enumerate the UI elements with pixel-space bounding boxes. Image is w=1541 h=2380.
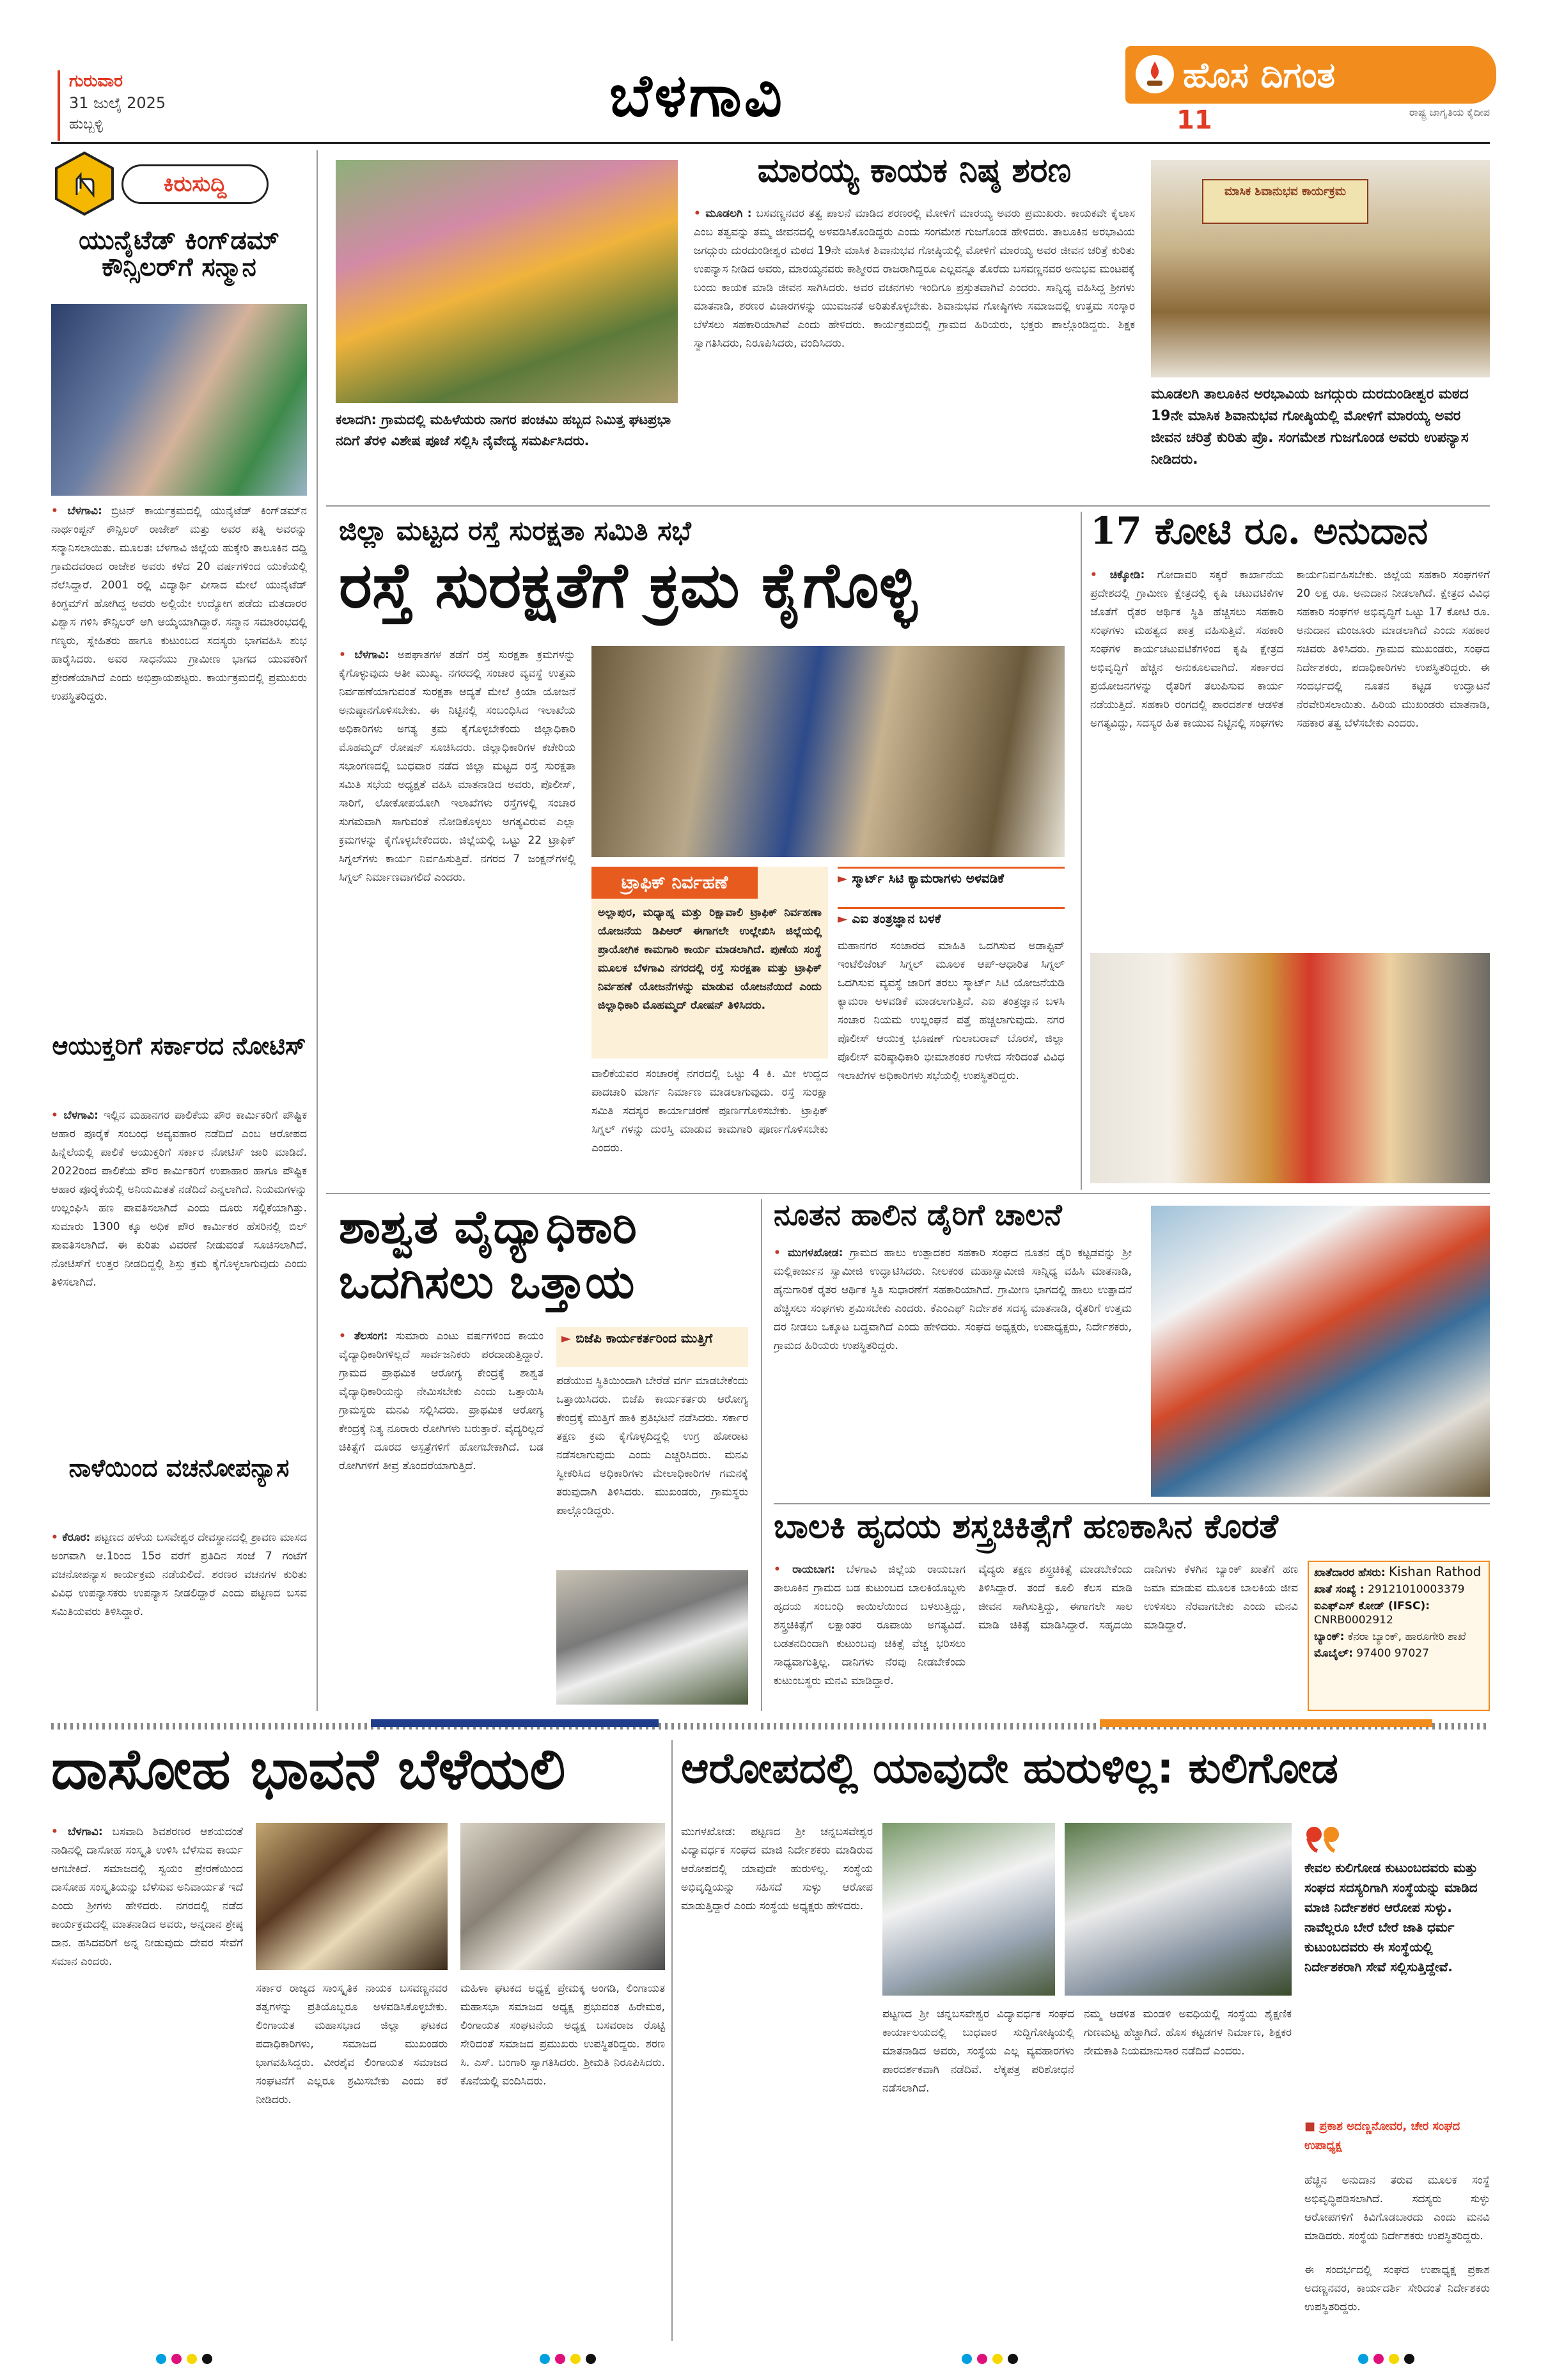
reg-dots-left [153,2354,230,2367]
kiru-story2-body: • ಬೆಳಗಾವಿ: ಇಲ್ಲಿನ ಮಹಾನಗರ ಪಾಲಿಕೆಯ ಪೌರ ಕಾರ್ಮಿಕರಿಗೆ ಪೌಷ್ಟಿಕ ಆಹಾರ ಪೂರೈಕೆ ಸಂಬಂಧ ಅವ್ಯವಹಾರ ನಡೆದಿದೆ ಎಂಬ ಆರೋಪದ ಹಿನ್ನೆಲೆಯಲ್ಲಿ ಪಾಲಿಕೆ ಆಯುಕ್ತರಿಗೆ ಸರ್ಕಾರ ನೋಟಿಸ್ ಜಾರಿ ಮಾಡಿದೆ. 2022ರಿಂದ ಪಾಲಿಕೆಯ ಪೌರ ಕಾರ್ಮಿಕರಿಗೆ ಉಪಾಹಾರ ಹಾಗೂ ಪೌಷ್ಟಿಕ ಆಹಾರ ಪೂರೈಕೆಯಲ್ಲಿ ಅನಿಯಮಿತತೆ ನಡೆದಿದೆ ಎನ್ನಲಾಗಿದೆ. ನಿಯಮಗಳನ್ನು ಉಲ್ಲಂಘಿಸಿ ಹಣ ಪಾವತಿಸಲಾಗಿದೆ ಎಂದು ದೂರು ಸಲ್ಲಿಕೆಯಾಗಿತ್ತು. ಸುಮಾರು 1300 ಕ್ಕೂ ಅಧಿಕ ಪೌರ ಕಾರ್ಮಿಕರ ಹೆಸರಿನಲ್ಲಿ ಬಿಲ್ ಪಾವತಿಸಲಾಗಿದೆ. ಈ ಕುರಿತು ವಿವರಣೆ ನೀಡುವಂತೆ ಸೂಚಿಸಲಾಗಿದೆ. ನೋಟಿಸ್‌ಗೆ ಉತ್ತರ ನೀಡದಿದ್ದಲ್ಲಿ ಶಿಸ್ತು ಕ್ರಮ ಕೈಗೊಳ್ಳಲಾಗುವುದು ಎಂದು ತಿಳಿಸಲಾಗಿದೆ. [51,1109,307,1289]
heart-story [774,1509,1490,1711]
doctor-col2: ಪಡೆಯುವ ಸ್ಥಿತಿಯಿಂದಾಗಿ ಬೇರೆಡೆ ವರ್ಗ ಮಾಡಬೇಕೆಂದು ಒತ್ತಾಯಿಸಿದರು. ಬಿಜೆಪಿ ಕಾರ್ಯಕರ್ತರು ಆರೋಗ್ಯ ಕೇಂದ್ರಕ್ಕೆ ಮುತ್ತಿಗೆ ಹಾಕಿ ಪ್ರತಿಭಟನೆ ನಡೆಸಿದರು. ಸರ್ಕಾರ ತಕ್ಷಣ ಕ್ರಮ ಕೈಗೊಳ್ಳದಿದ್ದಲ್ಲಿ ಉಗ್ರ ಹೋರಾಟ ನಡೆಸಲಾಗುವುದು ಎಂದು ಎಚ್ಚರಿಸಿದರು. ಮನವಿ ಸ್ವೀಕರಿಸಿದ ಅಧಿಕಾರಿಗಳು ಮೇಲಾಧಿಕಾರಿಗಳ ಗಮನಕ್ಕೆ ತರುವುದಾಗಿ ತಿಳಿಸಿದರು. ಮುಖಂಡರು, ಗ್ರಾಮಸ್ಥರು ಪಾಲ್ಗೊಂಡಿದ್ದರು. [556,1375,748,1517]
maarayya-story [694,150,1135,499]
kuligod-col1: ಮುಗಳಖೋಡ: ಪಟ್ಟಣದ ಶ್ರೀ ಚನ್ನಬಸವೇಶ್ವರ ವಿದ್ಯಾವರ್ಧಕ ಸಂಘದ ಮಾಜಿ ನಿರ್ದೇಶಕರು ಮಾಡಿರುವ ಆರೋಪದಲ್ಲಿ ಯಾವುದೇ ಹುರುಳಿಲ್ಲ. ಸಂಸ್ಥೆಯ ಅಭಿವೃದ್ಧಿಯನ್ನು ಸಹಿಸದೆ ಸುಳ್ಳು ಆರೋಪ ಮಾಡುತ್ತಿದ್ದಾರೆ ಎಂದು ಸಂಸ್ಥೆಯ ಅಧ್ಯಕ್ಷರು ಹೇಳಿದರು. [681,1825,873,1912]
dasoha-dateline: ಬೆಳಗಾವಿ: [68,1825,103,1838]
dairy-body: • ಮುಗಳಖೋಡ: ಗ್ರಾಮದ ಹಾಲು ಉತ್ಪಾದಕರ ಸಹಕಾರಿ ಸಂಘದ ನೂತನ ಡೈರಿ ಕಟ್ಟಡವನ್ನು ಶ್ರೀ ಮಲ್ಲಿಕಾರ್ಜುನ ಸ್ವಾಮೀಜಿ ಉದ್ಘಾಟಿಸಿದರು. ನೀಲಕಂಠ ಮಹಾಸ್ವಾಮೀಜಿ ಸಾನ್ನಿಧ್ಯ ವಹಿಸಿ ಮಾತನಾಡಿ, ಹೈನುಗಾರಿಕೆ ರೈತರ ಆರ್ಥಿಕ ಸ್ಥಿತಿ ಸುಧಾರಣೆಗೆ ಸಹಕಾರಿಯಾಗಿದೆ. ಗ್ರಾಮೀಣ ಭಾಗದಲ್ಲಿ ಹಾಲು ಉತ್ಪಾದನೆ ಹೆಚ್ಚಿಸಲು ಸಂಘಗಳು ಶ್ರಮಿಸಬೇಕು ಎಂದರು. ಕೆಎಂಎಫ್ ನಿರ್ದೇಶಕ ಸದಸ್ಯ ಮಾತನಾಡಿ, ರೈತರಿಗೆ ಉತ್ತಮ ದರ ನೀಡಲು ಒಕ್ಕೂಟ ಬದ್ಧವಾಗಿದೆ ಎಂದು ಹೇಳಿದರು. ಸಂಘದ ಅಧ್ಯಕ್ಷರು, ಉಪಾಧ್ಯಕ್ಷರು, ನಿರ್ದೇಶಕರು, ಗ್ರಾಮದ ಹಿರಿಯರು ಉಪಸ್ಥಿತರಿದ್ದರು. [774,1247,1132,1352]
kiru-story3-dateline: ಕೆರೂರ: [62,1531,91,1544]
grant-text: ಗೋದಾವರಿ ಸಕ್ಕರೆ ಕಾರ್ಖಾನೆಯ ಪ್ರದೇಶದಲ್ಲಿ ಗ್ರಾಮೀಣ ಕ್ಷೇತ್ರದಲ್ಲಿ ಕೃಷಿ ಚಟುವಟಿಕೆಗಳ ಜೊತೆಗೆ ರೈತರ ಆರ್ಥಿಕ ಸ್ಥಿತಿ ಹೆಚ್ಚಿಸಲು ಸಹಕಾರಿ ಸಂಘಗಳು ಮಹತ್ವದ ಪಾತ್ರ ವಹಿಸುತ್ತಿವೆ. ಸಹಕಾರಿ ಸಂಘಗಳ ಕಾರ್ಯಚಟುವಟಿಕೆಗಳಿಂದ ಕೃಷಿ ಕ್ಷೇತ್ರದ ಅಭಿವೃದ್ಧಿಗೆ ಹೆಚ್ಚಿನ ಅನುಕೂಲವಾಗಿದೆ. ಸರ್ಕಾರದ ಪ್ರಯೋಜನಗಳನ್ನು ರೈತರಿಗೆ ತಲುಪಿಸುವ ಕಾರ್ಯ ನಡೆಯುತ್ತಿದೆ. ಸಹಕಾರಿ ರಂಗದಲ್ಲಿ ಪಾರದರ್ಶಕ ಆಡಳಿತ ಅಗತ್ಯವಿದ್ದು, ಸದಸ್ಯರ ಹಿತ ಕಾಯುವ ನಿಟ್ಟಿನಲ್ಲಿ ಸಂಘಗಳು ಕಾರ್ಯನಿರ್ವಹಿಸಬೇಕು. ಜಿಲ್ಲೆಯ ಸಹಕಾರಿ ಸಂಘಗಳಿಗೆ 20 ಲಕ್ಷ ರೂ. ಅನುದಾನ ನೀಡಲಾಗಿದೆ. ಕ್ಷೇತ್ರದ ವಿವಿಧ ಸಹಕಾರಿ ಸಂಘಗಳ ಅಭಿವೃದ್ಧಿಗೆ ಒಟ್ಟು 17 ಕೋಟಿ ರೂ. ಅನುದಾನ ಮಂಜೂರು ಮಾಡಲಾಗಿದೆ ಎಂದು ಸಹಕಾರ ಸಚಿವರು ತಿಳಿಸಿದರು. ಗ್ರಾಮದ ಮುಖಂಡರು, ಸಂಘದ ನಿರ್ದೇಶಕರು, ಪದಾಧಿಕಾರಿಗಳು ಉಪಸ್ಥಿತರಿದ್ದರು. ಈ ಸಂದರ್ಭದಲ್ಲಿ ನೂತನ ಕಟ್ಟಡ ಉದ್ಘಾಟನೆ ನೆರವೇರಿಸಲಾಯಿತು. ಹಿರಿಯ ಮುಖಂಡರು ಮಾತನಾಡಿ, ಸಹಕಾರ ತತ್ವ ಬೆಳೆಸಬೇಕು ಎಂದರು. [1090,569,1490,730]
kuligod-quote-attr: ■ ಪ್ರಕಾಶ ಅದಣ್ಣನೋವರ, ಚೇರ ಸಂಘದ ಉಪಾಧ್ಯಕ್ಷ [1304,2120,1460,2152]
kiru-story2-dateline: ಬೆಳಗಾವಿ: [63,1109,98,1122]
doctor-dateline: ತೆಲಸಂಗ: [354,1330,388,1343]
doctor-col1: • ತೆಲಸಂಗ: ಸುಮಾರು ಎಂಟು ವರ್ಷಗಳಿಂದ ಕಾಯಂ ವೈದ್ಯಾಧಿಕಾರಿಗಳಿಲ್ಲದೆ ಸಾರ್ವಜನಿಕರು ಪರದಾಡುತ್ತಿದ್ದಾರೆ. ಗ್ರಾಮದ ಪ್ರಾಥಮಿಕ ಆರೋಗ್ಯ ಕೇಂದ್ರಕ್ಕೆ ಶಾಶ್ವತ ವೈದ್ಯಾಧಿಕಾರಿಯನ್ನು ನೇಮಿಸಬೇಕು ಎಂದು ಒತ್ತಾಯಿಸಿ ಗ್ರಾಮಸ್ಥರು ಮನವಿ ಸಲ್ಲಿಸಿದರು. ಪ್ರಾಥಮಿಕ ಆರೋಗ್ಯ ಕೇಂದ್ರಕ್ಕೆ ನಿತ್ಯ ನೂರಾರು ರೋಗಿಗಳು ಬರುತ್ತಾರೆ. ವೈದ್ಯರಿಲ್ಲದೆ ಚಿಕಿತ್ಸೆಗೆ ದೂರದ ಆಸ್ಪತ್ರೆಗಳಿಗೆ ಹೋಗಬೇಕಾಗಿದೆ. ಬಡ ರೋಗಿಗಳಿಗೆ ತೀವ್ರ ತೊಂದರೆಯಾಗುತ್ತಿದೆ. [339,1330,544,1472]
quote-icon [1304,1823,1343,1855]
heart-col1-text: ಬೆಳಗಾವಿ ಜಿಲ್ಲೆಯ ರಾಯಬಾಗ ತಾಲೂಕಿನ ಗ್ರಾಮದ ಬಡ ಕುಟುಂಬದ ಬಾಲಕಿಯೊಬ್ಬಳು ಹೃದಯ ಸಂಬಂಧಿ ಕಾಯಿಲೆಯಿಂದ ಬಳಲುತ್ತಿದ್ದು, ಶಸ್ತ್ರಚಿಕಿತ್ಸೆಗೆ ಲಕ್ಷಾಂತರ ರೂಪಾಯಿ ಅಗತ್ಯವಿದೆ. ಬಡತನದಿಂದಾಗಿ ಕುಟುಂಬವು ಚಿಕಿತ್ಸೆ ವೆಚ್ಚ ಭರಿಸಲು ಸಾಧ್ಯವಾಗುತ್ತಿಲ್ಲ. ದಾನಿಗಳು ನೆರವು ನೀಡಬೇಕೆಂದು ಕುಟುಂಬಸ್ಥರು ಮನವಿ ಮಾಡಿದ್ದಾರೆ. [774,1563,966,1687]
grant-dateline: ಚಿಕ್ಕೋಡಿ: [1109,569,1145,581]
nagara-panchami-photo [336,160,678,403]
dasoha-col2: ಸರ್ಕಾರ ರಾಜ್ಯದ ಸಾಂಸ್ಕೃತಿಕ ನಾಯಕ ಬಸವಣ್ಣನವರ ತತ್ವಗಳನ್ನು ಪ್ರತಿಯೊಬ್ಬರೂ ಅಳವಡಿಸಿಕೊಳ್ಳಬೇಕು. ಲಿಂಗಾಯತ ಮಹಾಸಭಾದ ಜಿಲ್ಲಾ ಘಟಕದ ಪದಾಧಿಕಾರಿಗಳು, ಸಮಾಜದ ಮುಖಂಡರು ಭಾಗವಹಿಸಿದ್ದರು. ವೀರಶೈವ ಲಿಂಗಾಯತ ಸಮಾಜದ ಸಂಘಟನೆಗೆ ಎಲ್ಲರೂ ಶ್ರಮಿಸಬೇಕು ಎಂದು ಕರೆ ನೀಡಿದರು. [256,1982,448,2106]
dasoha-col3: ಮಹಿಳಾ ಘಟಕದ ಅಧ್ಯಕ್ಷೆ ಪ್ರೇಮಕ್ಕ ಅಂಗಡಿ, ಲಿಂಗಾಯತ ಮಹಾಸಭಾ ಸಮಾಜದ ಅಧ್ಯಕ್ಷ ಪ್ರಭುವಂತ ಹಿರೇಮಠ, ಲಿಂಗಾಯತ ಸಂಘಟನೆಯ ಅಧ್ಯಕ್ಷ ಬಸವರಾಜ ರೊಟ್ಟಿ ಸೇರಿದಂತೆ ಸಮಾಜದ ಪ್ರಮುಖರು ಉಪಸ್ಥಿತರಿದ್ದರು. ಶರಣ ಸಿ. ಎಸ್. ಬಂಗಾರಿ ಸ್ವಾಗತಿಸಿದರು. ಶ್ರೀಮತಿ ನಿರೂಪಿಸಿದರು. ಕೊನೆಯಲ್ಲಿ ವಂದಿಸಿದರು. [460,1982,665,2088]
grant-photo [1090,953,1490,1183]
brand-box [1125,46,1496,136]
kiru-story1-text: ಬ್ರಿಟನ್ ಕಾರ್ಯಕ್ರಮದಲ್ಲಿ ಯುನೈಟೆಡ್ ಕಿಂಗ್‌ಡಮ್‌ನ ನಾರ್ಥಂಪ್ಟನ್ ಕೌನ್ಸಿಲರ್ ರಾಜೇಶ್ ಮತ್ತು ಅವರ ಪತ್ನಿ ಅವರನ್ನು ಸನ್ಮಾನಿಸಲಾಯಿತು. ಮೂಲತಃ ಬೆಳಗಾವಿ ಜಿಲ್ಲೆಯ ಹುಕ್ಕೇರಿ ತಾಲೂಕಿನ ದದ್ದಿ ಗ್ರಾಮದವರಾದ ರಾಜೇಶ ಅವರು ಕಳೆದ 20 ವರ್ಷಗಳಿಂದ ಯುಕೆಯಲ್ಲಿ ನೆಲೆಸಿದ್ದಾರೆ. 2001 ರಲ್ಲಿ ವಿದ್ಯಾರ್ಥಿ ವೀಸಾದ ಮೇಲೆ ಯುನೈಟೆಡ್ ಕಿಂಗ್ಡಮ್‌ಗೆ ಹೋಗಿದ್ದ ಅವರು ಅಲ್ಲಿಯೇ ಉದ್ಯೋಗ ಪಡೆದು ಮತದಾರರ ವಿಶ್ವಾಸ ಗಳಿಸಿ ಕೌನ್ಸಿಲರ್ ಆಗಿ ಆಯ್ಕೆಯಾಗಿದ್ದಾರೆ. ಸನ್ಮಾನ ಸಮಾರಂಭದಲ್ಲಿ ಗಣ್ಯರು, ಸ್ನೇಹಿತರು ಹಾಗೂ ಕುಟುಂಬದ ಸದಸ್ಯರು ಭಾಗವಹಿಸಿ ಶುಭ ಹಾರೈಸಿದರು. ಅವರ ಸಾಧನೆಯು ಗ್ರಾಮೀಣ ಭಾಗದ ಯುವಕರಿಗೆ ಪ್ರೇರಣೆಯಾಗಿದೆ ಎಂದು ಅಭಿಪ್ರಾಯಪಟ್ಟರು. ಕಾರ್ಯಕ್ರಮದಲ್ಲಿ ಪ್ರಮುಖರು ಉಪಸ್ಥಿತರಿದ್ದರು. [51,505,307,703]
kuligod-quote: ಕೇವಲ ಕುಲಿಗೋಡ ಕುಟುಂಬದವರು ಮತ್ತು ಸಂಘದ ಸದಸ್ಯರಿಗಾಗಿ ಸಂಸ್ಥೆಯನ್ನು ಮಾಡಿದ ಮಾಜಿ ನಿರ್ದೇಶಕರ ಆರೋಪ ಸುಳ್ಳು. ನಾವೆಲ್ಲರೂ ಬೇರೆ ಬೇರೆ ಜಾತಿ ಧರ್ಮ ಕುಟುಂಬದವರು ಈ ಸಂಸ್ಥೆಯಲ್ಲಿ ನಿರ್ದೇಶಕರಾಗಿ ಸೇವೆ ಸಲ್ಲಿಸುತ್ತಿದ್ದೇವೆ. [1304,1860,1478,1974]
nagara-panchami-caption: ಕಲಾದಗಿ: ಗ್ರಾಮದಲ್ಲಿ ಮಹಿಳೆಯರು ನಾಗರ ಪಂಚಮಿ ಹಬ್ಬದ ನಿಮಿತ್ತ ಘಟಪ್ರಭಾ ನದಿಗೆ ತೆರಳಿ ವಿಶೇಷ ಪೂಜೆ ಸಲ್ಲಿಸಿ ನೈವೇದ್ಯ ಸಮರ್ಪಿಸಿದರು. [336,412,671,448]
doctor-sub: ► ಬಿಜೆಪಿ ಕಾರ್ಯಕರ್ತರಿಂದ ಮುತ್ತಿಗೆ [556,1327,748,1367]
kuligod-photo-1 [882,1823,1055,1996]
hand-icon [51,150,118,217]
middle-rule [326,1193,1490,1194]
reg-dots-center-right [959,2354,1036,2367]
reg-dots-center [537,2354,614,2367]
shivanubhava-caption: ಮೂಡಲಗಿ ತಾಲೂಕಿನ ಅರಭಾವಿಯ ಜಗದ್ಗುರು ದುರದುಂಡೀಶ್ವರ ಮಠದ 19ನೇ ಮಾಸಿಕ ಶಿವಾನುಭವ ಗೋಷ್ಠಿಯಲ್ಲಿ ಮೋಳಿಗೆ ಮಾರಯ್ಯ ಅವರ ಜೀವನ ಚರಿತ್ರೆ ಕುರಿತು ಪ್ರೊ. ಸಂಗಮೇಶ ಗುಜಗೊಂಡ ಅವರು ಉಪನ್ಯಾಸ ನೀಡಿದರು. [1151,386,1469,468]
kuligod-photo-2 [1065,1823,1292,1996]
doctor-divider [761,1199,762,1711]
lead-col1-text: ಅಪಘಾತಗಳ ತಡೆಗೆ ರಸ್ತೆ ಸುರಕ್ಷತಾ ಕ್ರಮಗಳನ್ನು ಕೈಗೊಳ್ಳುವುದು ಅತೀ ಮುಖ್ಯ. ನಗರದಲ್ಲಿ ಸಂಚಾರ ವ್ಯವಸ್ಥೆ ಉತ್ತಮ ನಿರ್ವಹಣೆಯಾಗುವಂತೆ ಸುರಕ್ಷತಾ ಆದ್ಯತೆ ಮೇಲೆ ಕ್ರಿಯಾ ಯೋಜನೆ ಅನುಷ್ಠಾನಗೊಳಿಸಬೇಕು. ಈ ನಿಟ್ಟಿನಲ್ಲಿ ಸಂಬಂಧಿಸಿದ ಇಲಾಖೆಯ ಅಧಿಕಾರಿಗಳು ಅಗತ್ಯ ಕ್ರಮ ಕೈಗೊಳ್ಳಬೇಕೆಂದು ಜಿಲ್ಲಾಧಿಕಾರಿ ಮೊಹಮ್ಮದ್ ರೋಷನ್ ಸೂಚಿಸಿದರು. ಜಿಲ್ಲಾಧಿಕಾರಿಗಳ ಕಚೇರಿಯ ಸಭಾಂಗಣದಲ್ಲಿ ಬುಧವಾರ ನಡೆದ ಜಿಲ್ಲಾ ಮಟ್ಟದ ರಸ್ತೆ ಸುರಕ್ಷತಾ ಸಮಿತಿ ಸಭೆಯ ಅಧ್ಯಕ್ಷತೆ ವಹಿಸಿ ಮಾತನಾಡಿದ ಅವರು, ಪೊಲೀಸ್, ಸಾರಿಗೆ, ಲೋಕೋಪಯೋಗಿ ಇಲಾಖೆಗಳು ರಸ್ತೆಗಳಲ್ಲಿ ಸಂಚಾರ ಸುಗಮವಾಗಿ ಸಾಗುವಂತೆ ನೋಡಿಕೊಳ್ಳಲು ಅಗತ್ಯವಿರುವ ಎಲ್ಲಾ ಕ್ರಮಗಳನ್ನು ಕೈಗೊಳ್ಳಬೇಕೆಂದರು. ಜಿಲ್ಲೆಯಲ್ಲಿ ಒಟ್ಟು 22 ಟ್ರಾಫಿಕ್ ಸಿಗ್ನಲ್‌ಗಳು ಕಾರ್ಯ ನಿರ್ವಹಿಸುತ್ತಿವೆ. ನಗರದ 7 ಜಂಕ್ಷನ್‌ಗಳಲ್ಲಿ ಸಿಗ್ನಲ್ ನಿರ್ಮಾಣವಾಗಲಿದೆ ಎಂದರು. [339,649,575,884]
dasoha-col1-text: ಬಸವಾದಿ ಶಿವಶರಣರ ಆಶಯದಂತೆ ನಾಡಿನಲ್ಲಿ ದಾಸೋಹ ಸಂಸ್ಕೃತಿ ಉಳಿಸಿ ಬೆಳೆಸುವ ಕಾರ್ಯ ಆಗಬೇಕಿದೆ. ಸಮಾಜದಲ್ಲಿ ಸ್ವಯಂ ಪ್ರೇರಣೆಯಿಂದ ದಾಸೋಹ ಸಂಸ್ಕೃತಿಯನ್ನು ಬೆಳೆಸುವ ಅನಿವಾರ್ಯತೆ ಇದೆ ಎಂದು ಶ್ರೀಗಳು ಹೇಳಿದರು. ನಗರದಲ್ಲಿ ನಡೆದ ಕಾರ್ಯಕ್ರಮದಲ್ಲಿ ಮಾತನಾಡಿದ ಅವರು, ಅನ್ನದಾನ ಶ್ರೇಷ್ಠ ದಾನ. ಹಸಿದವರಿಗೆ ಅನ್ನ ನೀಡುವುದು ದೇವರ ಸೇವೆಗೆ ಸಮಾನ ಎಂದರು. [51,1825,243,1968]
kiru-story2-text: ಇಲ್ಲಿನ ಮಹಾನಗರ ಪಾಲಿಕೆಯ ಪೌರ ಕಾರ್ಮಿಕರಿಗೆ ಪೌಷ್ಟಿಕ ಆಹಾರ ಪೂರೈಕೆ ಸಂಬಂಧ ಅವ್ಯವಹಾರ ನಡೆದಿದೆ ಎಂಬ ಆರೋಪದ ಹಿನ್ನೆಲೆಯಲ್ಲಿ ಪಾಲಿಕೆ ಆಯುಕ್ತರಿಗೆ ಸರ್ಕಾರ ನೋಟಿಸ್ ಜಾರಿ ಮಾಡಿದೆ. 2022ರಿಂದ ಪಾಲಿಕೆಯ ಪೌರ ಕಾರ್ಮಿಕರಿಗೆ ಉಪಾಹಾರ ಹಾಗೂ ಪೌಷ್ಟಿಕ ಆಹಾರ ಪೂರೈಕೆಯಲ್ಲಿ ಅನಿಯಮಿತತೆ ನಡೆದಿದೆ ಎನ್ನಲಾಗಿದೆ. ನಿಯಮಗಳನ್ನು ಉಲ್ಲಂಘಿಸಿ ಹಣ ಪಾವತಿಸಲಾಗಿದೆ ಎಂದು ದೂರು ಸಲ್ಲಿಕೆಯಾಗಿತ್ತು. ಸುಮಾರು 1300 ಕ್ಕೂ ಅಧಿಕ ಪೌರ ಕಾರ್ಮಿಕರ ಹೆಸರಿನಲ್ಲಿ ಬಿಲ್ ಪಾವತಿಸಲಾಗಿದೆ. ಈ ಕುರಿತು ವಿವರಣೆ ನೀಡುವಂತೆ ಸೂಚಿಸಲಾಗಿದೆ. ನೋಟಿಸ್‌ಗೆ ಉತ್ತರ ನೀಡದಿದ್ದಲ್ಲಿ ಶಿಸ್ತು ಕ್ರಮ ಕೈಗೊಳ್ಳಲಾಗುವುದು ಎಂದು ತಿಳಿಸಲಾಗಿದೆ. [51,1109,307,1289]
dasoha-headline: ದಾಸೋಹ ಭಾವನೆ ಬೆಳೆಯಲಿ [51,1740,566,1802]
paper-name: ಹೊಸ ದಿಗಂತ [1183,55,1336,95]
kiru-story1-headline: ಯುನೈಟೆಡ್ ಕಿಂಗ್‌ಡಮ್ ಕೌನ್ಸಿಲರ್‌ಗೆ ಸನ್ಮಾನ [79,227,279,282]
lead-kicker: ಜಿಲ್ಲಾ ಮಟ್ಟದ ರಸ್ತೆ ಸುರಕ್ಷತಾ ಸಮಿತಿ ಸಭೆ [339,515,691,546]
kuligod-col2: ಪಟ್ಟಣದ ಶ್ರೀ ಚನ್ನಬಸವೇಶ್ವರ ವಿದ್ಯಾವರ್ಧಕ ಸಂಘದ ಕಾರ್ಯಾಲಯದಲ್ಲಿ ಬುಧವಾರ ಸುದ್ದಿಗೋಷ್ಠಿಯಲ್ಲಿ ಮಾತನಾಡಿದ ಅವರು, ಸಂಸ್ಥೆಯ ಎಲ್ಲ ವ್ಯವಹಾರಗಳು ಪಾರದರ್ಶಕವಾಗಿ ನಡೆದಿವೆ. ಲೆಕ್ಕಪತ್ರ ಪರಿಶೋಧನೆ ನಡೆಸಲಾಗಿದೆ. [882,2008,1074,2095]
top-row-rule [326,505,1490,507]
kiru-suddi-banner [51,150,275,221]
grant-story [1090,512,1490,1190]
lead-dateline: ಬೆಳಗಾವಿ: [354,649,389,661]
masthead-city: ಹುಬ್ಬಳ್ಳಿ [69,116,104,132]
doctor-headline: ಶಾಶ್ವತ ವೈದ್ಯಾಧಿಕಾರಿ ಒದಗಿಸಲು ಒತ್ತಾಯ [339,1199,637,1309]
grant-headline: 17 ಕೋಟಿ ರೂ. ಅನುದಾನ [1090,512,1428,553]
lead-sub1: ► ಸ್ಮಾರ್ಟ್ ಸಿಟಿ ಕ್ಯಾಮರಾಗಳು ಅಳವಡಿಕೆ [838,867,1065,905]
kiru-story3-text: ಪಟ್ಟಣದ ಹಳೆಯ ಬಸವೇಶ್ವರ ದೇವಸ್ಥಾನದಲ್ಲಿ ಶ್ರಾವಣ ಮಾಸದ ಅಂಗವಾಗಿ ಆ.1ರಿಂದ 15ರ ವರೆಗೆ ಪ್ರತಿದಿನ ಸಂಜೆ 7 ಗಂಟೆಗೆ ವಚನೋಪನ್ಯಾಸ ಕಾರ್ಯಕ್ರಮ ನಡೆಯಲಿದೆ. ಶರಣರ ವಚನಗಳ ಕುರಿತು ವಿವಿಧ ಉಪನ್ಯಾಸಕರು ಉಪನ್ಯಾಸ ನೀಡಲಿದ್ದಾರೆ ಎಂದು ಪಟ್ಟಣದ ಬಸವ ಸಮಿತಿಯವರು ತಿಳಿಸಿದ್ದಾರೆ. [51,1531,307,1618]
dairy-rule [774,1503,1490,1504]
dasoha-photo-1 [256,1823,448,1970]
masthead [0,0,1541,144]
lead-story [326,512,1074,1190]
bank-row-bank: ಬ್ಯಾಂಕ್: ಕೆನರಾ ಬ್ಯಾಂಕ್, ಹಾರೂಗೇರಿ ಶಾಖೆ [1314,1630,1466,1643]
lead-divider [1081,512,1082,1190]
doctor-photo [556,1570,748,1705]
heart-dateline: ರಾಯಬಾಗ: [792,1563,835,1576]
heart-col1: • ರಾಯಬಾಗ: ಬೆಳಗಾವಿ ಜಿಲ್ಲೆಯ ರಾಯಬಾಗ ತಾಲೂಕಿನ ಗ್ರಾಮದ ಬಡ ಕುಟುಂಬದ ಬಾಲಕಿಯೊಬ್ಬಳು ಹೃದಯ ಸಂಬಂಧಿ ಕಾಯಿಲೆಯಿಂದ ಬಳಲುತ್ತಿದ್ದು, ಶಸ್ತ್ರಚಿಕಿತ್ಸೆಗೆ ಲಕ್ಷಾಂತರ ರೂಪಾಯಿ ಅಗತ್ಯವಿದೆ. ಬಡತನದಿಂದಾಗಿ ಕುಟುಂಬವು ಚಿಕಿತ್ಸೆ ವೆಚ್ಚ ಭರಿಸಲು ಸಾಧ್ಯವಾಗುತ್ತಿಲ್ಲ. ದಾನಿಗಳು ನೆರವು ನೀಡಬೇಕೆಂದು ಕುಟುಂಬಸ್ಥರು ಮನವಿ ಮಾಡಿದ್ದಾರೆ. [774,1563,966,1687]
section-separator [51,1719,1490,1733]
reg-dots-right [1356,2354,1432,2367]
maarayya-text: ಬಸವಣ್ಣನವರ ತತ್ವ ಪಾಲನೆ ಮಾಡಿದ ಶರಣರಲ್ಲಿ ಮೋಳಿಗೆ ಮಾರಯ್ಯ ಅವರು ಪ್ರಮುಖರು. ಕಾಯಕವೇ ಕೈಲಾಸ ಎಂಬ ತತ್ವವನ್ನು ತಮ್ಮ ಜೀವನದಲ್ಲಿ ಅಳವಡಿಸಿಕೊಂಡಿದ್ದರು ಎಂದು ಸಂಗಮೇಶ ಗುಜಗೊಂಡ ಹೇಳಿದರು. ತಾಲೂಕಿನ ಅರಭಾವಿಯ ಜಗದ್ಗುರು ದುರದುಂಡೀಶ್ವರ ಮಠದ 19ನೇ ಮಾಸಿಕ ಶಿವಾನುಭವ ಗೋಷ್ಠಿಯಲ್ಲಿ ಮೋಳಿಗೆ ಮಾರಯ್ಯ ಅವರ ಜೀವನ ಚರಿತ್ರೆ ಕುರಿತು ಉಪನ್ಯಾಸ ನೀಡಿದ ಅವರು, ಮಾರಯ್ಯನವರು ಕಾಶ್ಮೀರದ ರಾಜರಾಗಿದ್ದರೂ ಎಲ್ಲವನ್ನೂ ತೊರೆದು ಬಸವಣ್ಣನವರ ಅನುಭವ ಮಂಟಪಕ್ಕೆ ಬಂದು ಕಾಯಕ ಮಾಡಿ ಜೀವನ ಸಾಗಿಸಿದರು. ಅವರ ವಚನಗಳು ಇಂದಿಗೂ ಪ್ರಸ್ತುತವಾಗಿವೆ ಎಂದರು. ಸಾನ್ನಿಧ್ಯ ವಹಿಸಿದ್ದ ಶ್ರೀಗಳು ಮಾತನಾಡಿ, ಶರಣರ ವಿಚಾರಗಳನ್ನು ಯುವಜನತೆ ಅರಿತುಕೊಳ್ಳಬೇಕು. ಶಿವಾನುಭವ ಗೋಷ್ಠಿಗಳು ಸಮಾಜದಲ್ಲಿ ಉತ್ತಮ ಸಂಸ್ಕಾರ ಬೆಳೆಸಲು ಸಹಕಾರಿಯಾಗಿವೆ ಎಂದು ಹೇಳಿದರು. ಕಾರ್ಯಕ್ರಮದಲ್ಲಿ ಗ್ರಾಮದ ಹಿರಿಯರು, ಭಕ್ತರು ಪಾಲ್ಗೊಂಡಿದ್ದರು. ಶಿಕ್ಷಕ ಸ್ವಾಗತಿಸಿದರು, ನಿರೂಪಿಸಿದರು, ವಂದಿಸಿದರು. [694,207,1135,350]
heart-headline: ಬಾಲಕಿ ಹೃದಯ ಶಸ್ತ್ರಚಿಕಿತ್ಸೆಗೆ ಹಣಕಾಸಿನ ಕೊರತೆ [774,1509,1278,1546]
kuligod-story [681,1740,1490,2341]
kuligod-tail: ಈ ಸಂದರ್ಭದಲ್ಲಿ ಸಂಘದ ಉಪಾಧ್ಯಕ್ಷ ಪ್ರಕಾಶ ಅದಣ್ಣನವರ, ಕಾರ್ಯದರ್ಶಿ ಸೇರಿದಂತೆ ನಿರ್ದೇಶಕರು ಉಪಸ್ಥಿತರಿದ್ದರು. [1304,2264,1490,2313]
separator-blue [371,1719,659,1727]
kiru-suddi-label: ಕಿರುಸುದ್ದಿ [121,164,269,204]
left-column-divider [317,150,318,1711]
kiru-suddi-column [51,150,307,1711]
maarayya-dateline: ಮೂಡಲಗಿ : [705,207,752,220]
lead-col1: • ಬೆಳಗಾವಿ: ಅಪಘಾತಗಳ ತಡೆಗೆ ರಸ್ತೆ ಸುರಕ್ಷತಾ ಕ್ರಮಗಳನ್ನು ಕೈಗೊಳ್ಳುವುದು ಅತೀ ಮುಖ್ಯ. ನಗರದಲ್ಲಿ ಸಂಚಾರ ವ್ಯವಸ್ಥೆ ಉತ್ತಮ ನಿರ್ವಹಣೆಯಾಗುವಂತೆ ಸುರಕ್ಷತಾ ಆದ್ಯತೆ ಮೇಲೆ ಕ್ರಿಯಾ ಯೋಜನೆ ಅನುಷ್ಠಾನಗೊಳಿಸಬೇಕು. ಈ ನಿಟ್ಟಿನಲ್ಲಿ ಸಂಬಂಧಿಸಿದ ಇಲಾಖೆಯ ಅಧಿಕಾರಿಗಳು ಅಗತ್ಯ ಕ್ರಮ ಕೈಗೊಳ್ಳಬೇಕೆಂದು ಜಿಲ್ಲಾಧಿಕಾರಿ ಮೊಹಮ್ಮದ್ ರೋಷನ್ ಸೂಚಿಸಿದರು. ಜಿಲ್ಲಾಧಿಕಾರಿಗಳ ಕಚೇರಿಯ ಸಭಾಂಗಣದಲ್ಲಿ ಬುಧವಾರ ನಡೆದ ಜಿಲ್ಲಾ ಮಟ್ಟದ ರಸ್ತೆ ಸುರಕ್ಷತಾ ಸಮಿತಿ ಸಭೆಯ ಅಧ್ಯಕ್ಷತೆ ವಹಿಸಿ ಮಾತನಾಡಿದ ಅವರು, ಪೊಲೀಸ್, ಸಾರಿಗೆ, ಲೋಕೋಪಯೋಗಿ ಇಲಾಖೆಗಳು ರಸ್ತೆಗಳಲ್ಲಿ ಸಂಚಾರ ಸುಗಮವಾಗಿ ಸಾಗುವಂತೆ ನೋಡಿಕೊಳ್ಳಲು ಅಗತ್ಯವಿರುವ ಎಲ್ಲಾ ಕ್ರಮಗಳನ್ನು ಕೈಗೊಳ್ಳಬೇಕೆಂದರು. ಜಿಲ್ಲೆಯಲ್ಲಿ ಒಟ್ಟು 22 ಟ್ರಾಫಿಕ್ ಸಿಗ್ನಲ್‌ಗಳು ಕಾರ್ಯ ನಿರ್ವಹಿಸುತ್ತಿವೆ. ನಗರದ 7 ಜಂಕ್ಷನ್‌ಗಳಲ್ಲಿ ಸಿಗ್ನಲ್ ನಿರ್ಮಾಣವಾಗಲಿದೆ ಎಂದರು. [339,649,575,884]
kiru-story2-headline: ಆಯುಕ್ತರಿಗೆ ಸರ್ಕಾರದ ನೋಟಿಸ್ [51,1033,307,1103]
maarayya-body: • ಮೂಡಲಗಿ : ಬಸವಣ್ಣನವರ ತತ್ವ ಪಾಲನೆ ಮಾಡಿದ ಶರಣರಲ್ಲಿ ಮೋಳಿಗೆ ಮಾರಯ್ಯ ಅವರು ಪ್ರಮುಖರು. ಕಾಯಕವೇ ಕೈಲಾಸ ಎಂಬ ತತ್ವವನ್ನು ತಮ್ಮ ಜೀವನದಲ್ಲಿ ಅಳವಡಿಸಿಕೊಂಡಿದ್ದರು ಎಂದು ಸಂಗಮೇಶ ಗುಜಗೊಂಡ ಹೇಳಿದರು. ತಾಲೂಕಿನ ಅರಭಾವಿಯ ಜಗದ್ಗುರು ದುರದುಂಡೀಶ್ವರ ಮಠದ 19ನೇ ಮಾಸಿಕ ಶಿವಾನುಭವ ಗೋಷ್ಠಿಯಲ್ಲಿ ಮೋಳಿಗೆ ಮಾರಯ್ಯ ಅವರ ಜೀವನ ಚರಿತ್ರೆ ಕುರಿತು ಉಪನ್ಯಾಸ ನೀಡಿದ ಅವರು, ಮಾರಯ್ಯನವರು ಕಾಶ್ಮೀರದ ರಾಜರಾಗಿದ್ದರೂ ಎಲ್ಲವನ್ನೂ ತೊರೆದು ಬಸವಣ್ಣನವರ ಅನುಭವ ಮಂಟಪಕ್ಕೆ ಬಂದು ಕಾಯಕ ಮಾಡಿ ಜೀವನ ಸಾಗಿಸಿದರು. ಅವರ ವಚನಗಳು ಇಂದಿಗೂ ಪ್ರಸ್ತುತವಾಗಿವೆ ಎಂದರು. ಸಾನ್ನಿಧ್ಯ ವಹಿಸಿದ್ದ ಶ್ರೀಗಳು ಮಾತನಾಡಿ, ಶರಣರ ವಿಚಾರಗಳನ್ನು ಯುವಜನತೆ ಅರಿತುಕೊಳ್ಳಬೇಕು. ಶಿವಾನುಭವ ಗೋಷ್ಠಿಗಳು ಸಮಾಜದಲ್ಲಿ ಉತ್ತಮ ಸಂಸ್ಕಾರ ಬೆಳೆಸಲು ಸಹಕಾರಿಯಾಗಿವೆ ಎಂದು ಹೇಳಿದರು. ಕಾರ್ಯಕ್ರಮದಲ್ಲಿ ಗ್ರಾಮದ ಹಿರಿಯರು, ಭಕ್ತರು ಪಾಲ್ಗೊಂಡಿದ್ದರು. ಶಿಕ್ಷಕ ಸ್ವಾಗತಿಸಿದರು, ನಿರೂಪಿಸಿದರು, ವಂದಿಸಿದರು. [694,207,1135,350]
traffic-callout [591,867,828,1059]
bank-row-mobile: ಮೊಬೈಲ್: 97400 97027 [1314,1647,1429,1660]
doctor-story [326,1199,755,1711]
page-number: 11 [1177,106,1212,135]
dairy-story [774,1199,1490,1500]
edition-title: ಬೆಳಗಾವಿ [609,61,785,130]
lead-col3: ವಾಲಿಕೆಯವರ ಸಂಚಾರಕ್ಕೆ ನಗರದಲ್ಲಿ ಒಟ್ಟು 4 ಕಿ. ಮೀ ಉದ್ದದ ಪಾದಚಾರಿ ಮಾರ್ಗ ನಿರ್ಮಾಣ ಮಾಡಲಾಗುವುದು. ರಸ್ತೆ ಸುರಕ್ಷಾ ಸಮಿತಿ ಸದಸ್ಯರ ಕಾರ್ಯಾಚರಣೆ ಪೂರ್ಣಗೊಳಿಸಬೇಕು. ಟ್ರಾಫಿಕ್ ಸಿಗ್ನಲ್ ಗಳನ್ನು ದುರಸ್ತಿ ಮಾಡುವ ಕಾಮಗಾರಿ ಪೂರ್ಣಗೊಳಿಸಬೇಕು ಎಂದರು. [591,1068,828,1155]
dairy-photo [1151,1206,1490,1497]
bank-row-account: ಖಾತೆ ಸಂಖ್ಯೆ : 29121010003379 [1314,1583,1465,1596]
dairy-dateline: ಮುಗಳಖೋಡ: [787,1247,843,1259]
masthead-day: ಗುರುವಾರ [69,72,123,91]
masthead-rule [51,142,1490,144]
lead-headline: ರಸ್ತೆ ಸುರಕ್ಷತೆಗೆ ಕ್ರಮ ಕೈಗೊಳ್ಳಿ [339,553,918,622]
kiru-story1-photo [51,304,307,496]
dasoha-photo-2 [460,1823,665,1970]
shivanubhava-banner: ಮಾಸಿಕ ಶಿವಾನುಭವ ಕಾರ್ಯಕ್ರಮ [1202,179,1368,224]
bank-row-holder: ಖಾತೆದಾರರ ಹೆಸರು: Kishan Rathod [1314,1564,1482,1579]
separator-orange [1100,1719,1432,1727]
paper-tagline: ರಾಷ್ಟ್ರ ಜಾಗೃತಿಯ ಕೈದೀಪ [1409,106,1490,118]
bottom-divider [671,1740,673,2341]
traffic-callout-body: ಅಲ್ಲಾಪುರ, ಮಧ್ಯಾಹ್ನ ಮತ್ತು ರಿಕ್ಷಾವಾಲಿ ಟ್ರಾಫಿಕ್ ನಿರ್ವಹಣಾ ಯೋಜನೆಯ ಡಿಪಿಆರ್ ಈಗಾಗಲೇ ಉಲ್ಲೇಖಿಸಿ ಜಿಲ್ಲೆಯಲ್ಲಿ ಪ್ರಾಯೋಗಿಕ ಕಾಮಗಾರಿ ಕಾರ್ಯ ಮಾಡಲಾಗಿದೆ. ಪುಣೆಯ ಸಂಸ್ಥೆ ಮೂಲಕ ಬೆಳಗಾವಿ ನಗರದಲ್ಲಿ ರಸ್ತೆ ಸುರಕ್ಷತಾ ಮತ್ತು ಟ್ರಾಫಿಕ್ ನಿರ್ವಹಣೆ ಯೋಜನೆಗಳನ್ನು ಮಾಡುವ ಯೋಜನೆಯಿದೆ ಎಂದು ಜಿಲ್ಲಾಧಿಕಾರಿ ಮೊಹಮ್ಮದ್ ರೋಷನ್ ತಿಳಿಸಿದರು. [598,906,822,1012]
dairy-headline: ನೂತನ ಹಾಲಿನ ಡೈರಿಗೆ ಚಾಲನೆ [774,1199,1062,1232]
dairy-text: ಗ್ರಾಮದ ಹಾಲು ಉತ್ಪಾದಕರ ಸಹಕಾರಿ ಸಂಘದ ನೂತನ ಡೈರಿ ಕಟ್ಟಡವನ್ನು ಶ್ರೀ ಮಲ್ಲಿಕಾರ್ಜುನ ಸ್ವಾಮೀಜಿ ಉದ್ಘಾಟಿಸಿದರು. ನೀಲಕಂಠ ಮಹಾಸ್ವಾಮೀಜಿ ಸಾನ್ನಿಧ್ಯ ವಹಿಸಿ ಮಾತನಾಡಿ, ಹೈನುಗಾರಿಕೆ ರೈತರ ಆರ್ಥಿಕ ಸ್ಥಿತಿ ಸುಧಾರಣೆಗೆ ಸಹಕಾರಿಯಾಗಿದೆ. ಗ್ರಾಮೀಣ ಭಾಗದಲ್ಲಿ ಹಾಲು ಉತ್ಪಾದನೆ ಹೆಚ್ಚಿಸಲು ಸಂಘಗಳು ಶ್ರಮಿಸಬೇಕು ಎಂದರು. ಕೆಎಂಎಫ್ ನಿರ್ದೇಶಕ ಸದಸ್ಯ ಮಾತನಾಡಿ, ರೈತರಿಗೆ ಉತ್ತಮ ದರ ನೀಡಲು ಒಕ್ಕೂಟ ಬದ್ಧವಾಗಿದೆ ಎಂದು ಹೇಳಿದರು. ಸಂಘದ ಅಧ್ಯಕ್ಷರು, ಉಪಾಧ್ಯಕ್ಷರು, ನಿರ್ದೇಶಕರು, ಗ್ರಾಮದ ಹಿರಿಯರು ಉಪಸ್ಥಿತರಿದ್ದರು. [774,1247,1132,1352]
traffic-callout-label: ಟ್ರಾಫಿಕ್ ನಿರ್ವಹಣೆ [591,867,758,899]
masthead-date: 31 ಜುಲೈ 2025 [69,94,166,112]
maarayya-headline: ಮಾರಯ್ಯ ಕಾಯಕ ನಿಷ್ಠ ಶರಣ [757,154,1072,190]
kiru-story1-body: • ಬೆಳಗಾವಿ: ಬ್ರಿಟನ್ ಕಾರ್ಯಕ್ರಮದಲ್ಲಿ ಯುನೈಟೆಡ್ ಕಿಂಗ್‌ಡಮ್‌ನ ನಾರ್ಥಂಪ್ಟನ್ ಕೌನ್ಸಿಲರ್ ರಾಜೇಶ್ ಮತ್ತು ಅವರ ಪತ್ನಿ ಅವರನ್ನು ಸನ್ಮಾನಿಸಲಾಯಿತು. ಮೂಲತಃ ಬೆಳಗಾವಿ ಜಿಲ್ಲೆಯ ಹುಕ್ಕೇರಿ ತಾಲೂಕಿನ ದದ್ದಿ ಗ್ರಾಮದವರಾದ ರಾಜೇಶ ಅವರು ಕಳೆದ 20 ವರ್ಷಗಳಿಂದ ಯುಕೆಯಲ್ಲಿ ನೆಲೆಸಿದ್ದಾರೆ. 2001 ರಲ್ಲಿ ವಿದ್ಯಾರ್ಥಿ ವೀಸಾದ ಮೇಲೆ ಯುನೈಟೆಡ್ ಕಿಂಗ್ಡಮ್‌ಗೆ ಹೋಗಿದ್ದ ಅವರು ಅಲ್ಲಿಯೇ ಉದ್ಯೋಗ ಪಡೆದು ಮತದಾರರ ವಿಶ್ವಾಸ ಗಳಿಸಿ ಕೌನ್ಸಿಲರ್ ಆಗಿ ಆಯ್ಕೆಯಾಗಿದ್ದಾರೆ. ಸನ್ಮಾನ ಸಮಾರಂಭದಲ್ಲಿ ಗಣ್ಯರು, ಸ್ನೇಹಿತರು ಹಾಗೂ ಕುಟುಂಬದ ಸದಸ್ಯರು ಭಾಗವಹಿಸಿ ಶುಭ ಹಾರೈಸಿದರು. ಅವರ ಸಾಧನೆಯು ಗ್ರಾಮೀಣ ಭಾಗದ ಯುವಕರಿಗೆ ಪ್ರೇರಣೆಯಾಗಿದೆ ಎಂದು ಅಭಿಪ್ರಾಯಪಟ್ಟರು. ಕಾರ್ಯಕ್ರಮದಲ್ಲಿ ಪ್ರಮುಖರು ಉಪಸ್ಥಿತರಿದ್ದರು. [51,505,307,703]
lamp-icon [1136,55,1174,93]
dasoha-story [51,1740,665,2341]
doctor-col1-text: ಸುಮಾರು ಎಂಟು ವರ್ಷಗಳಿಂದ ಕಾಯಂ ವೈದ್ಯಾಧಿಕಾರಿಗಳಿಲ್ಲದೆ ಸಾರ್ವಜನಿಕರು ಪರದಾಡುತ್ತಿದ್ದಾರೆ. ಗ್ರಾಮದ ಪ್ರಾಥಮಿಕ ಆರೋಗ್ಯ ಕೇಂದ್ರಕ್ಕೆ ಶಾಶ್ವತ ವೈದ್ಯಾಧಿಕಾರಿಯನ್ನು ನೇಮಿಸಬೇಕು ಎಂದು ಒತ್ತಾಯಿಸಿ ಗ್ರಾಮಸ್ಥರು ಮನವಿ ಸಲ್ಲಿಸಿದರು. ಪ್ರಾಥಮಿಕ ಆರೋಗ್ಯ ಕೇಂದ್ರಕ್ಕೆ ನಿತ್ಯ ನೂರಾರು ರೋಗಿಗಳು ಬರುತ್ತಾರೆ. ವೈದ್ಯರಿಲ್ಲದೆ ಚಿಕಿತ್ಸೆಗೆ ದೂರದ ಆಸ್ಪತ್ರೆಗಳಿಗೆ ಹೋಗಬೇಕಾಗಿದೆ. ಬಡ ರೋಗಿಗಳಿಗೆ ತೀವ್ರ ತೊಂದರೆಯಾಗುತ್ತಿದೆ. [339,1330,544,1472]
kiru-story1-dateline: ಬೆಳಗಾವಿ: [67,505,102,517]
shivanubhava-photo [1151,160,1490,377]
grant-body: • ಚಿಕ್ಕೋಡಿ: ಗೋದಾವರಿ ಸಕ್ಕರೆ ಕಾರ್ಖಾನೆಯ ಪ್ರದೇಶದಲ್ಲಿ ಗ್ರಾಮೀಣ ಕ್ಷೇತ್ರದಲ್ಲಿ ಕೃಷಿ ಚಟುವಟಿಕೆಗಳ ಜೊತೆಗೆ ರೈತರ ಆರ್ಥಿಕ ಸ್ಥಿತಿ ಹೆಚ್ಚಿಸಲು ಸಹಕಾರಿ ಸಂಘಗಳು ಮಹತ್ವದ ಪಾತ್ರ ವಹಿಸುತ್ತಿವೆ. ಸಹಕಾರಿ ಸಂಘಗಳ ಕಾರ್ಯಚಟುವಟಿಕೆಗಳಿಂದ ಕೃಷಿ ಕ್ಷೇತ್ರದ ಅಭಿವೃದ್ಧಿಗೆ ಹೆಚ್ಚಿನ ಅನುಕೂಲವಾಗಿದೆ. ಸರ್ಕಾರದ ಪ್ರಯೋಜನಗಳನ್ನು ರೈತರಿಗೆ ತಲುಪಿಸುವ ಕಾರ್ಯ ನಡೆಯುತ್ತಿದೆ. ಸಹಕಾರಿ ರಂಗದಲ್ಲಿ ಪಾರದರ್ಶಕ ಆಡಳಿತ ಅಗತ್ಯವಿದ್ದು, ಸದಸ್ಯರ ಹಿತ ಕಾಯುವ ನಿಟ್ಟಿನಲ್ಲಿ ಸಂಘಗಳು ಕಾರ್ಯನಿರ್ವಹಿಸಬೇಕು. ಜಿಲ್ಲೆಯ ಸಹಕಾರಿ ಸಂಘಗಳಿಗೆ 20 ಲಕ್ಷ ರೂ. ಅನುದಾನ ನೀಡಲಾಗಿದೆ. ಕ್ಷೇತ್ರದ ವಿವಿಧ ಸಹಕಾರಿ ಸಂಘಗಳ ಅಭಿವೃದ್ಧಿಗೆ ಒಟ್ಟು 17 ಕೋಟಿ ರೂ. ಅನುದಾನ ಮಂಜೂರು ಮಾಡಲಾಗಿದೆ ಎಂದು ಸಹಕಾರ ಸಚಿವರು ತಿಳಿಸಿದರು. ಗ್ರಾಮದ ಮುಖಂಡರು, ಸಂಘದ ನಿರ್ದೇಶಕರು, ಪದಾಧಿಕಾರಿಗಳು ಉಪಸ್ಥಿತರಿದ್ದರು. ಈ ಸಂದರ್ಭದಲ್ಲಿ ನೂತನ ಕಟ್ಟಡ ಉದ್ಘಾಟನೆ ನೆರವೇರಿಸಲಾಯಿತು. ಹಿರಿಯ ಮುಖಂಡರು ಮಾತನಾಡಿ, ಸಹಕಾರ ತತ್ವ ಬೆಳೆಸಬೇಕು ಎಂದರು. [1090,569,1490,730]
registration-marks [0,2349,1541,2372]
kuligod-headline: ಆರೋಪದಲ್ಲಿ ಯಾವುದೇ ಹುರುಳಿಲ್ಲ: ಕುಲಿಗೋಡ [681,1746,1338,1793]
lead-photo [591,646,1065,857]
lead-col4: ಮಹಾನಗರ ಸಂಚಾರದ ಮಾಹಿತಿ ಒದಗಿಸುವ ಅಡಾಪ್ಟಿವ್ ಇಂಟೆಲಿಜೆಂಟ್ ಸಿಗ್ನಲ್ ಮೂಲಕ ಆಪ್-ಆಧಾರಿತ ಸಿಗ್ನಲ್ ಒದಗಿಸುವ ವ್ಯವಸ್ಥೆ ಜಾರಿಗೆ ತರಲು ಸ್ಮಾರ್ಟ್ ಸಿಟಿ ಯೋಜನೆಯಡಿ ಕ್ಯಾಮರಾ ಅಳವಡಿಕೆ ಮಾಡಲಾಗುತ್ತಿದೆ. ಎಐ ತಂತ್ರಜ್ಞಾನ ಬಳಸಿ ಸಂಚಾರ ನಿಯಮ ಉಲ್ಲಂಘನೆ ಪತ್ತೆ ಹಚ್ಚಲಾಗುವುದು. ನಗರ ಪೊಲೀಸ್ ಆಯುಕ್ತ ಭೂಷಣ್ ಗುಲಾಬರಾವ್ ಬೊರಸೆ, ಜಿಲ್ಲಾ ಪೊಲೀಸ್ ವರಿಷ್ಠಾಧಿಕಾರಿ ಭೀಮಾಶಂಕರ ಗುಳೇದ ಸೇರಿದಂತೆ ವಿವಿಧ ಇಲಾಖೆಗಳ ಅಧಿಕಾರಿಗಳು ಸಭೆಯಲ್ಲಿ ಉಪಸ್ಥಿತರಿದ್ದರು. [838,940,1065,1082]
bank-row-ifsc: ಐಎಫ್ಎಸ್ ಕೋಡ್ (IFSC): CNRB0002912 [1314,1600,1430,1627]
masthead-date-block [58,70,224,141]
dasoha-col1: • ಬೆಳಗಾವಿ: ಬಸವಾದಿ ಶಿವಶರಣರ ಆಶಯದಂತೆ ನಾಡಿನಲ್ಲಿ ದಾಸೋಹ ಸಂಸ್ಕೃತಿ ಉಳಿಸಿ ಬೆಳೆಸುವ ಕಾರ್ಯ ಆಗಬೇಕಿದೆ. ಸಮಾಜದಲ್ಲಿ ಸ್ವಯಂ ಪ್ರೇರಣೆಯಿಂದ ದಾಸೋಹ ಸಂಸ್ಕೃತಿಯನ್ನು ಬೆಳೆಸುವ ಅನಿವಾರ್ಯತೆ ಇದೆ ಎಂದು ಶ್ರೀಗಳು ಹೇಳಿದರು. ನಗರದಲ್ಲಿ ನಡೆದ ಕಾರ್ಯಕ್ರಮದಲ್ಲಿ ಮಾತನಾಡಿದ ಅವರು, ಅನ್ನದಾನ ಶ್ರೇಷ್ಠ ದಾನ. ಹಸಿದವರಿಗೆ ಅನ್ನ ನೀಡುವುದು ದೇವರ ಸೇವೆಗೆ ಸಮಾನ ಎಂದರು. [51,1825,243,1968]
kuligod-quote-box [1304,1823,1490,2162]
kuligod-col3: ನಮ್ಮ ಆಡಳಿತ ಮಂಡಳಿ ಅವಧಿಯಲ್ಲಿ ಸಂಸ್ಥೆಯ ಶೈಕ್ಷಣಿಕ ಗುಣಮಟ್ಟ ಹೆಚ್ಚಾಗಿದೆ. ಹೊಸ ಕಟ್ಟಡಗಳ ನಿರ್ಮಾಣ, ಶಿಕ್ಷಕರ ನೇಮಕಾತಿ ನಿಯಮಾನುಸಾರ ನಡೆದಿದೆ ಎಂದರು. [1084,2008,1292,2058]
kiru-story3-headline: ನಾಳೆಯಿಂದ ವಚನೋಪನ್ಯಾಸ [51,1455,307,1525]
bank-details-box [1308,1561,1490,1711]
lead-sub2: ► ಎಐ ತಂತ್ರಜ್ಞಾನ ಬಳಕೆ [838,907,1065,929]
kuligod-col4: ಹೆಚ್ಚಿನ ಅನುದಾನ ತರುವ ಮೂಲಕ ಸಂಸ್ಥೆ ಅಭಿವೃದ್ಧಿಪಡಿಸಲಾಗಿದೆ. ಸದಸ್ಯರು ಸುಳ್ಳು ಆರೋಪಗಳಿಗೆ ಕಿವಿಗೊಡಬಾರದು ಎಂದು ಮನವಿ ಮಾಡಿದರು. ಸಂಸ್ಥೆಯ ನಿರ್ದೇಶಕರು ಉಪಸ್ಥಿತರಿದ್ದರು. [1304,2174,1490,2242]
kiru-story3-body: • ಕೆರೂರ: ಪಟ್ಟಣದ ಹಳೆಯ ಬಸವೇಶ್ವರ ದೇವಸ್ಥಾನದಲ್ಲಿ ಶ್ರಾವಣ ಮಾಸದ ಅಂಗವಾಗಿ ಆ.1ರಿಂದ 15ರ ವರೆಗೆ ಪ್ರತಿದಿನ ಸಂಜೆ 7 ಗಂಟೆಗೆ ವಚನೋಪನ್ಯಾಸ ಕಾರ್ಯಕ್ರಮ ನಡೆಯಲಿದೆ. ಶರಣರ ವಚನಗಳ ಕುರಿತು ವಿವಿಧ ಉಪನ್ಯಾಸಕರು ಉಪನ್ಯಾಸ ನೀಡಲಿದ್ದಾರೆ ಎಂದು ಪಟ್ಟಣದ ಬಸವ ಸಮಿತಿಯವರು ತಿಳಿಸಿದ್ದಾರೆ. [51,1531,307,1618]
heart-col2: ವೈದ್ಯರು ತಕ್ಷಣ ಶಸ್ತ್ರಚಿಕಿತ್ಸೆ ಮಾಡಬೇಕೆಂದು ತಿಳಿಸಿದ್ದಾರೆ. ತಂದೆ ಕೂಲಿ ಕೆಲಸ ಮಾಡಿ ಜೀವನ ಸಾಗಿಸುತ್ತಿದ್ದು, ಈಗಾಗಲೇ ಸಾಲ ಮಾಡಿ ಚಿಕಿತ್ಸೆ ಮಾಡಿಸಿದ್ದಾರೆ. ಸಹೃದಯಿ ದಾನಿಗಳು ಕೆಳಗಿನ ಬ್ಯಾಂಕ್ ಖಾತೆಗೆ ಹಣ ಜಮಾ ಮಾಡುವ ಮೂಲಕ ಬಾಲಕಿಯ ಜೀವ ಉಳಿಸಲು ನೆರವಾಗಬೇಕು ಎಂದು ಮನವಿ ಮಾಡಿದ್ದಾರೆ. [978,1563,1298,1632]
